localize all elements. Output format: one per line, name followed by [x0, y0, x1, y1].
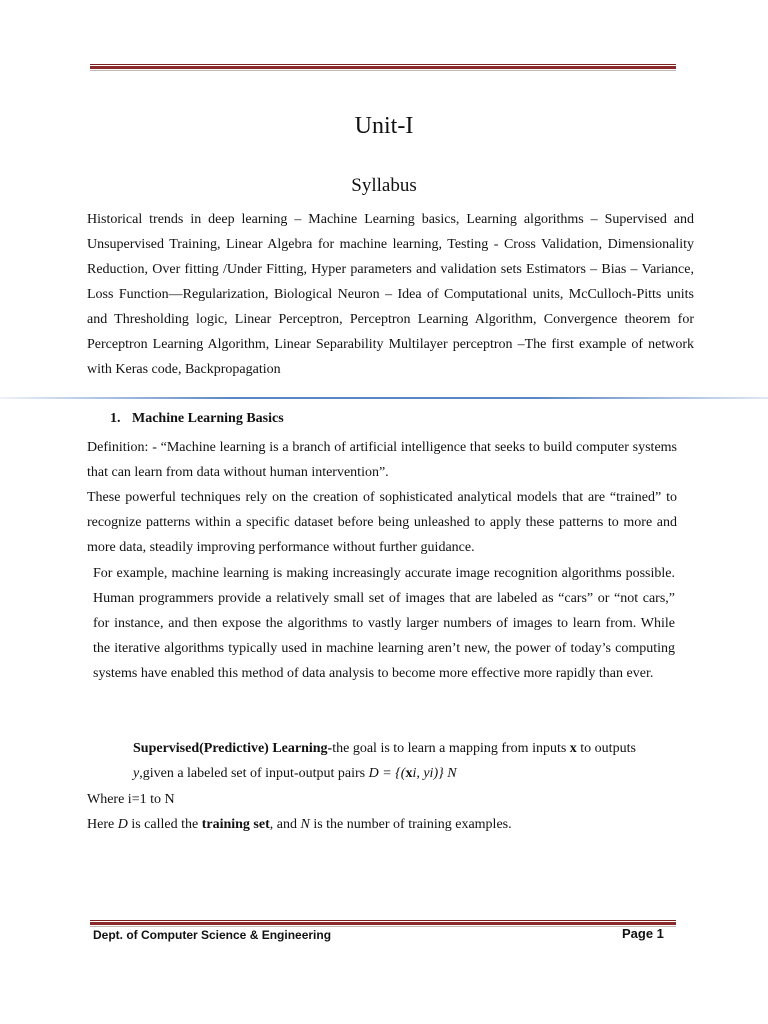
dataset-formula: = {(	[378, 766, 406, 781]
dataset-formula: x	[405, 766, 413, 781]
input-variable: x	[569, 741, 577, 756]
count-symbol: N	[300, 817, 310, 832]
line-text: , and	[269, 817, 301, 832]
supervised-text: to outputs	[576, 741, 636, 756]
line-text: is the number of training examples.	[309, 817, 512, 832]
header-rule	[90, 64, 676, 71]
syllabus-body: Historical trends in deep learning – Machine Learning basics, Learning algorithms – Supervised and Unsupervised Training, Linear Algebra for machine learning, Testing - Cross Validation, Dimensionality Reduction, Over fitting /Under Fitting, Hyper parameters and validation sets Estimators – Bias – Variance, Loss Function—Regularization, Biological Neuron – Idea of Computational units, McCulloch-Pitts units and Thresholding logic, Linear Perceptron, Perceptron Learning Algorithm, Convergence theorem for Perceptron Learning Algorithm, Linear Separability Multilayer perceptron –The first example of network with Keras code, Backpropagation	[87, 212, 694, 377]
footer-department: Dept. of Computer Science & Engineering	[93, 928, 332, 942]
dataset-formula: i, yi	[412, 766, 434, 781]
techniques-paragraph: These powerful techniques rely on the creation of sophisticated analytical models that are “trained” to recognize patterns within a specific dataset before being unleashed to apply these patterns to more and more data, steadily improving performance without further guidance.	[87, 490, 677, 555]
dataset-symbol: D	[368, 766, 379, 781]
syllabus-heading: Syllabus	[351, 175, 417, 196]
dataset-formula: )} N	[433, 766, 457, 781]
example-paragraph: For example, machine learning is making increasingly accurate image recognition algorithms possible. Human programmers provide a relatively small set of images that are labeled as “cars” or “not cars,” for instance, and then expose the algorithms to vastly larger numbers of images to learn from. While the iterative algorithms typically used in machine learning aren’t new, the power of today’s computing systems have enabled this method of data analysis to become more effective more rapidly than ever.	[93, 566, 675, 681]
section-divider	[0, 397, 768, 399]
training-set-line	[87, 812, 512, 837]
training-set-term: training set	[201, 817, 270, 832]
line-text: Here	[87, 817, 118, 832]
output-variable: y	[133, 766, 140, 781]
supervised-term: Supervised(Predictive) Learning-	[133, 741, 333, 756]
definition-paragraph: Definition: - “Machine learning is a branch of artificial intelligence that seeks to build computer systems that can learn from data without human intervention”.	[87, 440, 677, 480]
section-title: Machine Learning Basics	[132, 411, 284, 426]
section-heading	[110, 411, 284, 427]
supervised-paragraph	[133, 736, 653, 786]
line-text: is called the	[127, 817, 202, 832]
footer-rule	[90, 920, 676, 927]
definition-block	[87, 435, 677, 560]
supervised-text: the goal is to learn a mapping from inputs	[332, 741, 570, 756]
where-line: Where i=1 to N	[87, 792, 175, 807]
section-number: 1.	[110, 411, 121, 426]
supervised-text: ,given a labeled set of input-output pairs	[139, 766, 369, 781]
dataset-symbol: D	[117, 817, 128, 832]
page-number: Page 1	[622, 926, 664, 941]
unit-title: Unit-I	[354, 113, 414, 139]
